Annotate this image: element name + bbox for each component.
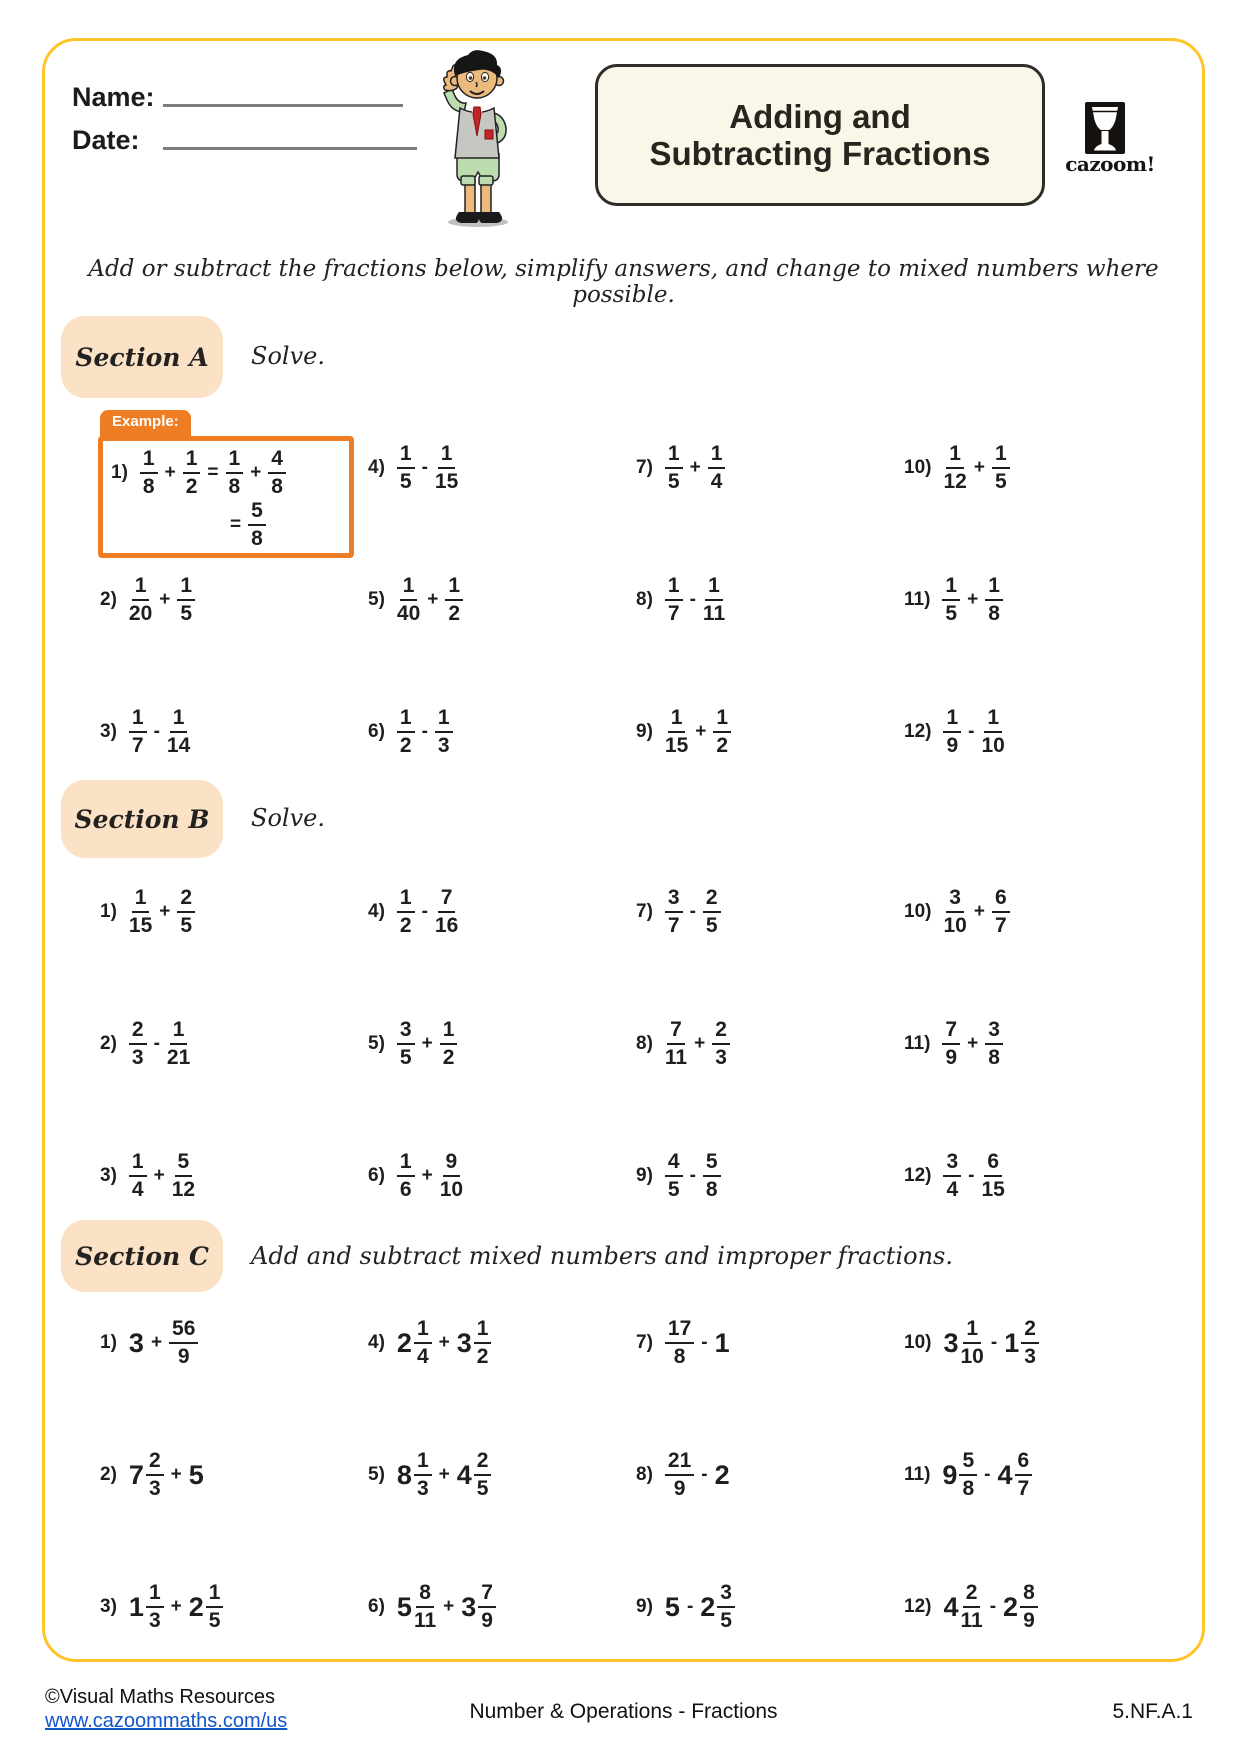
fraction: $\frac{1}{5}$ xyxy=(397,443,415,493)
fraction: $\frac{3}{5}$ xyxy=(717,1582,735,1632)
fraction: $\frac{7}{9}$ xyxy=(942,1019,960,1069)
expression xyxy=(665,1151,721,1201)
operator: - xyxy=(968,721,975,742)
problem-number: 12) xyxy=(904,721,932,742)
name-blank-line xyxy=(163,104,403,107)
expression xyxy=(943,1151,1004,1201)
worksheet-title-box xyxy=(595,64,1045,206)
fraction: $\frac{1}{7}$ xyxy=(665,575,683,625)
problem-c-4 xyxy=(368,1277,636,1409)
problem-b-4 xyxy=(368,846,636,978)
problem-number: 5) xyxy=(368,589,385,610)
fraction: $\frac{7}{9}$ xyxy=(478,1582,496,1632)
expression xyxy=(397,1450,492,1500)
fraction: $\frac{1}{2}$ xyxy=(440,1019,458,1069)
section-a-instruction: Solve. xyxy=(251,342,325,370)
mixed-number: 2 $\frac{8}{9}$ xyxy=(1003,1582,1038,1632)
mixed-number: 1 $\frac{2}{3}$ xyxy=(1004,1318,1039,1368)
fraction: $\frac{4}{8}$ xyxy=(268,448,286,498)
fraction: $\frac{1}{10}$ xyxy=(981,705,1005,757)
operator: + xyxy=(421,1165,433,1186)
problem-b-2 xyxy=(100,978,368,1110)
fraction: $\frac{2}{5}$ xyxy=(703,887,721,937)
problem-c-7 xyxy=(636,1277,904,1409)
operator: + xyxy=(421,1033,433,1054)
fraction: $\frac{1}{2}$ xyxy=(397,707,415,757)
expression xyxy=(129,887,195,937)
operator: - xyxy=(989,1596,997,1617)
mixed-number: 4 $\frac{2}{5}$ xyxy=(457,1450,492,1500)
mixed-number: 4 $\frac{2}{11}$ xyxy=(943,1580,983,1632)
fraction: $\frac{1}{8}$ xyxy=(226,448,244,498)
problem-number: 9) xyxy=(636,1596,653,1617)
problem-a-7 xyxy=(636,402,904,534)
fraction: $\frac{1}{8}$ xyxy=(140,448,158,498)
problem-c-5 xyxy=(368,1409,636,1541)
problem-number: 6) xyxy=(368,1165,385,1186)
problem-number: 10) xyxy=(904,901,932,922)
example-line-1 xyxy=(111,447,349,499)
problem-number: 1) xyxy=(100,1332,117,1353)
expression xyxy=(397,1318,492,1368)
operator: + xyxy=(153,1165,165,1186)
fraction: $\frac{1}{5}$ xyxy=(942,575,960,625)
fraction: $\frac{2}{5}$ xyxy=(177,887,195,937)
operator: + xyxy=(438,1464,450,1485)
problem-number: 9) xyxy=(636,1165,653,1186)
fraction: $\frac{2}{3}$ xyxy=(129,1019,147,1069)
problem-number: 2) xyxy=(100,1033,117,1054)
fraction: $\frac{1}{6}$ xyxy=(397,1151,415,1201)
problem-number: 8) xyxy=(636,1033,653,1054)
fraction: $\frac{1}{20}$ xyxy=(128,573,153,625)
problem-number: 7) xyxy=(636,901,653,922)
expression xyxy=(665,887,721,937)
operator: - xyxy=(701,1332,708,1353)
cazoom-logo-text: cazoom! xyxy=(1065,152,1155,176)
operator: - xyxy=(421,901,428,922)
name-label: Name: xyxy=(72,82,155,112)
fraction: $\frac{21}{9}$ xyxy=(665,1450,694,1500)
operator: + xyxy=(689,457,701,478)
operator: + xyxy=(250,462,262,483)
fraction: $\frac{1}{3}$ xyxy=(146,1582,164,1632)
fraction: $\frac{1}{7}$ xyxy=(129,707,147,757)
fraction: $\frac{5}{8}$ xyxy=(959,1450,977,1500)
problem-a-11 xyxy=(904,534,1172,666)
problem-number: 11) xyxy=(904,589,931,610)
expression xyxy=(129,1151,195,1201)
date-blank-line xyxy=(163,147,417,150)
operator: - xyxy=(689,901,696,922)
expression xyxy=(129,1019,190,1069)
section-c-instruction: Add and subtract mixed numbers and improper fractions. xyxy=(251,1242,953,1270)
fraction: $\frac{1}{12}$ xyxy=(943,441,967,493)
problem-number: 5) xyxy=(368,1033,385,1054)
problem-c-10 xyxy=(904,1277,1172,1409)
standard-code: 5.NF.A.1 xyxy=(1112,1700,1193,1723)
fraction: $\frac{3}{10}$ xyxy=(943,885,967,937)
operator: - xyxy=(689,1165,696,1186)
fraction: $\frac{1}{2}$ xyxy=(397,887,415,937)
fraction: $\frac{5}{8}$ xyxy=(703,1151,721,1201)
worksheet-title-line1: Adding and xyxy=(729,97,911,135)
problem-number: 12) xyxy=(904,1596,932,1617)
problem-number: 1) xyxy=(100,901,117,922)
problem-number: 10) xyxy=(904,457,932,478)
expression xyxy=(943,707,1004,757)
expression xyxy=(665,443,725,493)
expression xyxy=(397,575,463,625)
problem-c-1 xyxy=(100,1277,368,1409)
problem-number: 4) xyxy=(368,457,385,478)
fraction: $\frac{1}{15}$ xyxy=(434,441,459,493)
operator: - xyxy=(701,1464,708,1485)
problem-number: 12) xyxy=(904,1165,932,1186)
problem-number: 6) xyxy=(368,1596,385,1617)
problem-b-6 xyxy=(368,1110,636,1242)
problem-number: 7) xyxy=(636,1332,653,1353)
expression xyxy=(397,707,453,757)
whole-number: 2 xyxy=(714,1459,730,1490)
fraction: $\frac{1}{2}$ xyxy=(474,1318,492,1368)
fraction: $\frac{2}{3}$ xyxy=(712,1019,730,1069)
expression xyxy=(397,1582,496,1632)
mixed-number: 8 $\frac{1}{3}$ xyxy=(397,1450,432,1500)
fraction: $\frac{17}{8}$ xyxy=(665,1318,694,1368)
mixed-number: 3 $\frac{1}{10}$ xyxy=(943,1316,984,1368)
problem-a-3 xyxy=(100,666,368,798)
fraction: $\frac{1}{5}$ xyxy=(206,1582,224,1632)
problem-number: 2) xyxy=(100,1464,117,1485)
fraction: $\frac{1}{5}$ xyxy=(992,443,1010,493)
expression xyxy=(665,1019,730,1069)
mixed-number: 2 $\frac{1}{4}$ xyxy=(397,1318,432,1368)
problem-number: 6) xyxy=(368,721,385,742)
fraction: $\frac{3}{8}$ xyxy=(985,1019,1003,1069)
fraction: $\frac{1}{4}$ xyxy=(708,443,726,493)
operator: + xyxy=(967,1033,979,1054)
problem-number: 10) xyxy=(904,1332,932,1353)
fraction: $\frac{2}{3}$ xyxy=(1021,1318,1039,1368)
problem-a-12 xyxy=(904,666,1172,798)
problem-b-1 xyxy=(100,846,368,978)
mixed-number: 2 $\frac{1}{5}$ xyxy=(189,1582,224,1632)
fraction: $\frac{2}{11}$ xyxy=(960,1580,983,1632)
fraction: $\frac{1}{2}$ xyxy=(183,448,201,498)
mixed-number: 3 $\frac{1}{2}$ xyxy=(457,1318,492,1368)
mixed-number: 1 $\frac{1}{3}$ xyxy=(129,1582,164,1632)
expression xyxy=(129,1318,199,1368)
expression xyxy=(140,448,286,498)
problem-b-7 xyxy=(636,846,904,978)
problem-number: 2) xyxy=(100,589,117,610)
worksheet-instruction: Add or subtract the fractions below, simplify answers, and change to mixed numbers where possible. xyxy=(88,256,1159,308)
fraction: $\frac{1}{11}$ xyxy=(702,573,726,625)
problem-number: 9) xyxy=(636,721,653,742)
problem-number: 7) xyxy=(636,457,653,478)
operator: - xyxy=(686,1596,694,1617)
problem-number: 5) xyxy=(368,1464,385,1485)
fraction: $\frac{1}{5}$ xyxy=(177,575,195,625)
fraction: $\frac{4}{5}$ xyxy=(665,1151,683,1201)
fraction: $\frac{7}{11}$ xyxy=(664,1017,688,1069)
section-b-instruction: Solve. xyxy=(251,804,325,832)
example-box xyxy=(98,436,354,558)
fraction: $\frac{1}{2}$ xyxy=(445,575,463,625)
worksheet-title-line2: Subtracting Fractions xyxy=(649,135,991,172)
expression xyxy=(943,1318,1038,1368)
fraction: $\frac{1}{3}$ xyxy=(414,1450,432,1500)
problem-a-6 xyxy=(368,666,636,798)
cazoom-website-link[interactable]: www.cazoommaths.com/us xyxy=(45,1710,288,1732)
mixed-number: 5 $\frac{8}{11}$ xyxy=(396,1580,437,1632)
operator: - xyxy=(421,721,428,742)
problem-a-9 xyxy=(636,666,904,798)
operator: + xyxy=(170,1596,182,1617)
problem-c-3 xyxy=(100,1541,368,1673)
example-tab: Example: xyxy=(100,410,191,437)
problem-c-2 xyxy=(100,1409,368,1541)
problem-b-8 xyxy=(636,978,904,1110)
fraction: $\frac{7}{16}$ xyxy=(434,885,459,937)
operator: + xyxy=(438,1332,450,1353)
problem-number: 11) xyxy=(904,1464,931,1485)
expression xyxy=(665,1318,730,1368)
problem-b-11 xyxy=(904,978,1172,1110)
problem-number: 4) xyxy=(368,1332,385,1353)
expression xyxy=(943,443,1009,493)
expression xyxy=(397,1019,457,1069)
expression xyxy=(397,443,458,493)
fraction: $\frac{6}{15}$ xyxy=(981,1149,1005,1201)
whole-number: 5 xyxy=(188,1459,204,1490)
copyright-text: ©Visual Maths Resources xyxy=(45,1686,276,1708)
fraction: $\frac{8}{11}$ xyxy=(413,1580,437,1632)
operator: = xyxy=(207,462,219,483)
operator: + xyxy=(150,1332,163,1353)
problem-number: 4) xyxy=(368,901,385,922)
expression xyxy=(943,1582,1037,1632)
cazoom-drum-icon xyxy=(1085,102,1125,159)
operator: - xyxy=(990,1332,998,1353)
whole-number: 1 xyxy=(714,1327,730,1358)
operator: + xyxy=(159,589,171,610)
problem-number: 3) xyxy=(100,1596,117,1617)
fraction: $\frac{1}{4}$ xyxy=(414,1318,432,1368)
section-c-problems xyxy=(100,1277,1172,1673)
problem-number: 3) xyxy=(100,721,117,742)
whole-number: 5 xyxy=(664,1591,680,1622)
fraction: $\frac{6}{7}$ xyxy=(992,887,1010,937)
fraction: $\frac{5}{8}$ xyxy=(248,500,266,550)
fraction: $\frac{1}{3}$ xyxy=(435,707,453,757)
date-label: Date: xyxy=(72,125,140,155)
expression xyxy=(129,575,195,625)
fraction: $\frac{1}{15}$ xyxy=(664,705,689,757)
fraction: $\frac{1}{4}$ xyxy=(129,1151,147,1201)
expression xyxy=(129,1582,224,1632)
operator: - xyxy=(421,457,428,478)
expression xyxy=(665,1450,730,1500)
problem-c-9 xyxy=(636,1541,904,1673)
expression xyxy=(942,1450,1032,1500)
problem-b-10 xyxy=(904,846,1172,978)
problem-b-12 xyxy=(904,1110,1172,1242)
problem-number: 1) xyxy=(111,462,128,483)
operator: + xyxy=(973,901,985,922)
footer-topic-text: Number & Operations - Fractions xyxy=(469,1700,778,1723)
fraction: $\frac{5}{12}$ xyxy=(171,1149,196,1201)
operator: + xyxy=(694,1033,706,1054)
problem-number: 8) xyxy=(636,1464,653,1485)
operator: + xyxy=(427,589,439,610)
operator: - xyxy=(153,721,160,742)
whole-number: 3 xyxy=(128,1327,144,1358)
problem-c-12 xyxy=(904,1541,1172,1673)
fraction: $\frac{1}{15}$ xyxy=(128,885,153,937)
fraction: $\frac{6}{7}$ xyxy=(1015,1450,1033,1500)
operator: + xyxy=(967,589,979,610)
fraction: $\frac{1}{10}$ xyxy=(960,1316,984,1368)
problem-a-8 xyxy=(636,534,904,666)
fraction: $\frac{3}{4}$ xyxy=(943,1151,961,1201)
fraction: $\frac{1}{14}$ xyxy=(166,705,191,757)
boy-illustration xyxy=(424,44,530,235)
section-a-label: Section A xyxy=(61,316,223,398)
fraction: $\frac{2}{3}$ xyxy=(146,1450,164,1500)
problem-b-9 xyxy=(636,1110,904,1242)
operator: - xyxy=(968,1165,975,1186)
expression xyxy=(129,707,190,757)
operator: + xyxy=(164,462,176,483)
problem-a-5 xyxy=(368,534,636,666)
problem-a-4 xyxy=(368,402,636,534)
expression xyxy=(397,1151,463,1201)
expression xyxy=(943,887,1009,937)
section-b-label: Section B xyxy=(61,780,223,858)
operator: + xyxy=(170,1464,182,1485)
fraction: $\frac{56}{9}$ xyxy=(169,1318,198,1368)
fraction: $\frac{1}{40}$ xyxy=(396,573,421,625)
operator: + xyxy=(695,721,707,742)
operator: = xyxy=(230,514,242,535)
expression xyxy=(665,707,731,757)
problem-number: 11) xyxy=(904,1033,931,1054)
problem-number: 8) xyxy=(636,589,653,610)
fraction: $\frac{9}{10}$ xyxy=(439,1149,464,1201)
expression xyxy=(942,575,1002,625)
expression xyxy=(223,500,266,550)
section-c-label: Section C xyxy=(61,1220,223,1292)
mixed-number: 3 $\frac{7}{9}$ xyxy=(461,1582,496,1632)
expression xyxy=(942,1019,1002,1069)
problem-c-11 xyxy=(904,1409,1172,1541)
problem-number: 3) xyxy=(100,1165,117,1186)
mixed-number: 4 $\frac{6}{7}$ xyxy=(997,1450,1032,1500)
mixed-number: 9 $\frac{5}{8}$ xyxy=(942,1450,977,1500)
fraction: $\frac{3}{5}$ xyxy=(397,1019,415,1069)
mixed-number: 7 $\frac{2}{3}$ xyxy=(129,1450,164,1500)
problem-a-10 xyxy=(904,402,1172,534)
operator: - xyxy=(984,1464,991,1485)
operator: + xyxy=(973,457,985,478)
fraction: $\frac{1}{21}$ xyxy=(166,1017,191,1069)
mixed-number: 2 $\frac{3}{5}$ xyxy=(700,1582,735,1632)
expression xyxy=(397,887,458,937)
operator: - xyxy=(153,1033,160,1054)
operator: + xyxy=(159,901,171,922)
fraction: $\frac{2}{5}$ xyxy=(474,1450,492,1500)
expression xyxy=(129,1450,204,1500)
fraction: $\frac{1}{2}$ xyxy=(713,707,731,757)
operator: - xyxy=(689,589,696,610)
fraction: $\frac{1}{9}$ xyxy=(943,707,961,757)
problem-b-5 xyxy=(368,978,636,1110)
problem-c-6 xyxy=(368,1541,636,1673)
fraction: $\frac{1}{5}$ xyxy=(665,443,683,493)
expression xyxy=(665,1582,735,1632)
example-line-2 xyxy=(111,499,349,551)
expression xyxy=(665,575,725,625)
problem-c-8 xyxy=(636,1409,904,1541)
fraction: $\frac{1}{8}$ xyxy=(985,575,1003,625)
operator: + xyxy=(443,1596,455,1617)
fraction: $\frac{8}{9}$ xyxy=(1020,1582,1038,1632)
section-b-problems xyxy=(100,846,1172,1242)
fraction: $\frac{3}{7}$ xyxy=(665,887,683,937)
